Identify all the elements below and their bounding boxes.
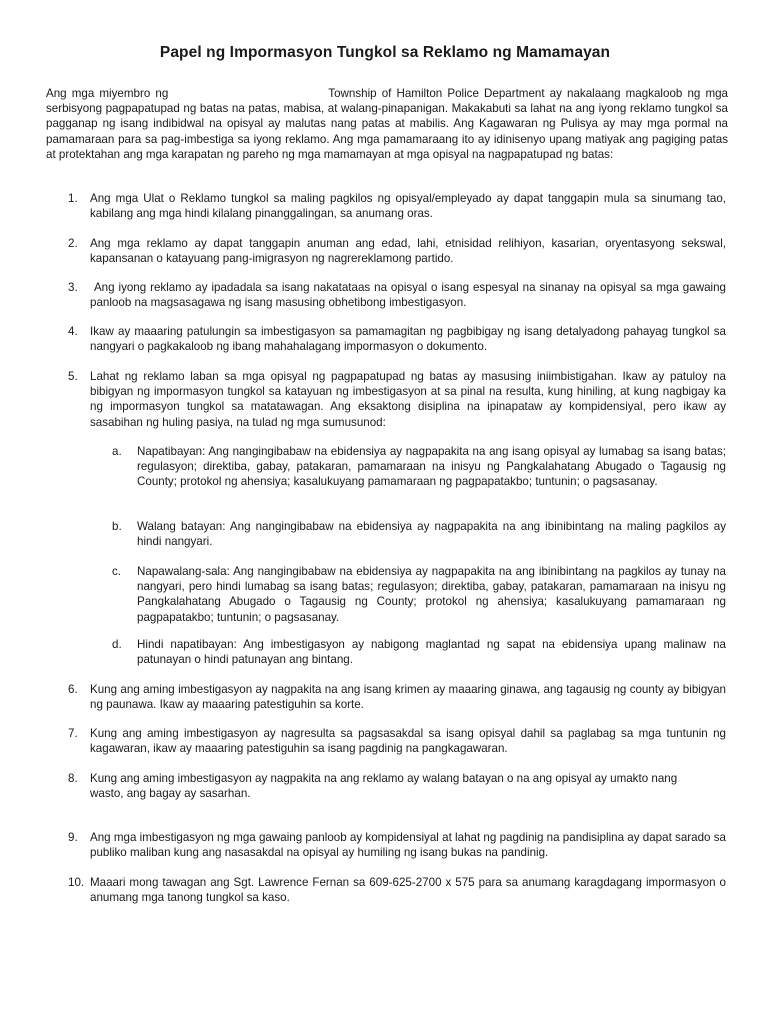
list-number: 8.	[68, 772, 78, 785]
sub-letter: a.	[112, 445, 122, 458]
intro-paragraph	[46, 86, 728, 162]
sub-text: Napatibayan: Ang nangingibabaw na ebidensiya ay nagpapakita na ang isang opisyal ay lumabag sa isang batas; regulasyon; direktiba, gabay, patakaran, pamamaraan na inisyu ng Pangkalahatang Abugado o Tagausig ng County; protokol ng ahensiya; kasalukuyang pamamaraan ng pagpapatakbo; tuntunin; o pagsasanay.	[137, 445, 726, 489]
list-number: 6.	[68, 683, 78, 696]
list-text: Kung ang aming imbestigasyon ay nagresulta sa pagsasakdal sa isang opisyal dahil sa paglabag sa mga tuntunin ng kagawaran, ikaw ay maaaring patestiguhin sa isang pagdinig na pangkagawaran.	[90, 727, 726, 756]
list-text: Maaari mong tawagan ang Sgt. Lawrence Fernan sa 609-625-2700 x 575 para sa anumang karagdagang impormasyon o anumang mga tanong tungkol sa kaso.	[90, 876, 726, 905]
list-number: 3.	[68, 281, 78, 294]
sub-text: Walang batayan: Ang nangingibabaw na ebidensiya ay nagpapakita na ang ibinibintang na maling pagkilos ay hindi nangyari.	[137, 520, 726, 549]
list-number: 1.	[68, 192, 78, 205]
list-number: 7.	[68, 727, 78, 740]
list-number: 9.	[68, 831, 78, 844]
list-number: 2.	[68, 237, 78, 250]
list-text: Kung ang aming imbestigasyon ay nagpakita na ang reklamo ay walang batayan o na ang opisyal ay umakto nang wasto, ang bagay ay sasarhan.	[90, 772, 678, 801]
sub-text: Hindi napatibayan: Ang imbestigasyon ay nabigong maglantad ng sapat na ebidensiya upang malinaw na patunayan o hindi patunayan ang bintang.	[137, 638, 726, 667]
list-number: 4.	[68, 325, 78, 338]
sub-letter: c.	[112, 565, 122, 578]
intro-body: Township of Hamilton Police Department ay nakalaang magkaloob ng mga serbisyong pagpapatupad ng batas na patas, mabisa, at walang-pinapanigan. Makakabuti sa lahat na ang iyong reklamo tungkol sa pagganap ng isang indibidwal na opisyal ay malutas nang patas at mabilis. Ang Kagawaran ng Pulisya ay may mga pormal na pamamaraan para sa pag-imbestiga sa iyong reklamo. Ang mga pamamaraang ito ay idinisenyo upang matiyak ang pagiging patas at protektahan ang mga karapatan ng pareho ng mga mamamayan at mga opisyal na nagpapatupad ng batas:	[46, 87, 728, 161]
list-text: Ang mga reklamo ay dapat tanggapin anuman ang edad, lahi, etnisidad relihiyon, kasarian, oryentasyong sekswal, kapansanan o katayuang pang-imigrasyon ng nagrereklamong partido.	[90, 237, 726, 266]
list-text: Ang mga imbestigasyon ng mga gawaing panloob ay kompidensiyal at lahat ng pagdinig na pandisiplina ay dapat sarado sa publiko maliban kung ang nasasakdal na opisyal ay humiling ng isang bukas na pandinig.	[90, 831, 726, 860]
list-number: 5.	[68, 370, 78, 383]
page-title: Papel ng Impormasyon Tungkol sa Reklamo ng Mamamayan	[159, 44, 611, 61]
sub-letter: b.	[112, 520, 122, 533]
list-text: Kung ang aming imbestigasyon ay nagpakita na ang isang krimen ay maaaring ginawa, ang tagausig ng county ay bibigyan ng paunawa. Ikaw ay maaaring patestiguhin sa korte.	[90, 683, 726, 712]
list-text: Ang iyong reklamo ay ipadadala sa isang nakatataas na opisyal o isang espesyal na sinanay na opisyal sa mga gawaing panloob na magsasagawa ng isang masusing obhetibong imbestigasyon.	[90, 281, 730, 310]
list-number: 10.	[68, 876, 85, 889]
sub-letter: d.	[112, 638, 122, 651]
list-text: Lahat ng reklamo laban sa mga opisyal ng pagpapatupad ng batas ay masusing iniimbistigahan. Ikaw ay patuloy na bibigyan ng impormasyon tungkol sa katayuan ng imbestigasyon at sa pinal na resulta, kung hiniling, at kung nagbigay ka ng impormasyon tungkol sa matatawagan. Ang eksaktong disiplina na ipinapataw ay kompidensiyal, pero ikaw ay sasabihan ng huling pasiya, na tulad ng mga sumusunod:	[90, 370, 726, 429]
intro-lead: Ang mga miyembro ng	[46, 87, 169, 100]
list-text: Ikaw ay maaaring patulungin sa imbestigasyon sa pamamagitan ng pagbibigay ng isang detalyadong pahayag tungkol sa nangyari o pagkakaloob ng ibang mahahalagang impormasyon o dokumento.	[90, 325, 726, 354]
sub-text: Napawalang-sala: Ang nangingibabaw na ebidensiya ay nagpapakita na ang ibinibintang na pagkilos ay tunay na nangyari, pero hindi lumabag sa isang batas; regulasyon; direktiba, gabay, patakaran, pamamaraan na inisyu ng Pangkalahatang Abugado o Tagausig ng County; protokol ng ahensiya; kasalukuyang pamamaraan ng pagpapatakbo; tuntunin; o pagsasanay.	[137, 565, 726, 624]
list-text: Ang mga Ulat o Reklamo tungkol sa maling pagkilos ng opisyal/empleyado ay dapat tanggapin mula sa sinumang tao, kabilang ang mga hindi kilalang pinanggalingan, sa anumang oras.	[90, 192, 726, 221]
